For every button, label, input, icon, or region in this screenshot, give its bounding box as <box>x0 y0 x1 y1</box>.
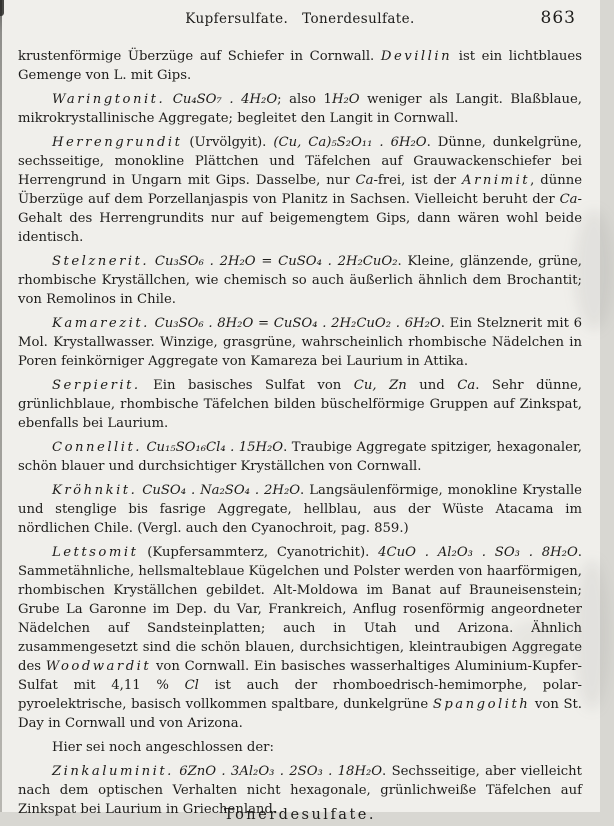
paper-smudge <box>510 620 570 660</box>
mineral-name: Spangolith <box>432 697 531 712</box>
chemical-formula: Ca <box>457 378 476 393</box>
paragraph-connellit <box>18 438 582 476</box>
chemical-formula: 4CuO . Al₂O₃ . SO₃ . 8H₂O <box>378 545 578 560</box>
mineral-name: Stelznerit. <box>52 254 150 269</box>
chemical-formula: Cu₃SO₆ . 8H₂O = CuSO₄ . 2H₂CuO₂ . 6H₂O <box>154 316 441 331</box>
paper-smudge <box>574 210 614 330</box>
chemical-formula: H₂O <box>331 92 360 107</box>
mineral-name: Serpierit. <box>52 378 141 393</box>
text-run: krustenförmige Überzüge auf Schiefer in Cornwall. <box>18 49 381 64</box>
text-run: . Kleine, glänzende, grüne, rhombische Kryställchen, wie chemisch so auch äußerlich ähnlich dem Brochantit; von Remolinos in Chile. <box>18 254 582 307</box>
mineral-name: Waringtonit. <box>52 92 166 107</box>
next-section-heading: Tonerdesulfate. <box>224 807 376 823</box>
text-run: . Dünne, dunkelgrüne, sechsseitige, monokline Plättchen und Täfelchen auf Grauwackenschiefer bei Herrengrund in Ungarn mit Gips. Dasselbe, nur <box>18 135 582 188</box>
chemical-formula: Cl <box>184 678 199 693</box>
mineral-name: Connellit. <box>52 440 142 455</box>
mineral-name: Herrengrundit <box>52 135 183 150</box>
text-run: , dünne Überzüge auf dem Porzellanjaspis von Planitz in Sachsen. Vielleicht beruht der <box>18 173 582 207</box>
chemical-formula: Cu₁₅SO₁₆Cl₄ . 15H₂O <box>146 440 284 455</box>
paragraph-herrengrundit <box>18 133 582 247</box>
page-body <box>0 37 600 819</box>
text-run: . Langsäulenförmige, monokline Krystalle und stenglige bis fasrige Aggregate, hellblau, aus der Wüste Atacama im nördlichen Chile. (Vergl. auch den Cyanochroit, pag. 859.) <box>18 483 582 536</box>
mineral-name: Lettsomit <box>52 545 139 560</box>
page-number: 863 <box>540 8 576 28</box>
paragraph-lettsomit <box>18 543 582 733</box>
text-run: Ein basisches Sulfat von <box>140 378 354 393</box>
paragraph-anschluss <box>18 738 582 757</box>
chemical-formula: 6ZnO . 3Al₂O₃ . 2SO₃ . 18H₂O <box>179 764 383 779</box>
chemical-formula: CuSO₄ . Na₂SO₄ . 2H₂O <box>142 483 301 498</box>
text-run: (Kupfersammterz, Cyanotrichit). <box>138 545 379 560</box>
paragraph-stelznerit <box>18 252 582 309</box>
text-run: . Sechsseitige, aber vielleicht nach dem optischen Verhalten nicht hexagonale, grünlichweiße Täfelchen auf Zinkspat bei Laurium in Griechenland. <box>18 764 582 817</box>
chemical-formula: Cu₃SO₆ . 2H₂O = CuSO₄ . 2H₂CuO₂ <box>154 254 398 269</box>
text-run: ist ein lichtblaues Gemenge von L. mit Gips. <box>18 49 582 83</box>
text-run: -frei, ist der <box>373 173 463 188</box>
paragraph-serpierit <box>18 376 582 433</box>
mineral-name: Kröhnkit. <box>52 483 138 498</box>
chemical-formula: Cu, Zn <box>353 378 407 393</box>
text-run: ; also 1 <box>277 92 332 107</box>
text-run: von Cornwall. Ein basisches wasserhaltiges Aluminium-Kupfer-Sulfat mit 4,11 % <box>18 659 582 693</box>
running-head-right: Tonerdesulfate. <box>302 11 415 27</box>
chemical-formula: Ca <box>355 173 374 188</box>
running-head-left: Kupfersulfate. <box>185 11 289 27</box>
mineral-name: Devillin <box>380 49 453 64</box>
text-run <box>165 92 173 107</box>
bottom-heading-clip <box>0 804 600 823</box>
mineral-name: Arnimit <box>462 173 531 188</box>
running-head <box>0 0 600 37</box>
text-run: . Traubige Aggregate spitziger, hexagonaler, schön blauer und durchsichtiger Kryställchen von Cornwall. <box>18 440 582 474</box>
chemical-formula: (Cu, Ca)₅S₂O₁₁ . 6H₂O <box>273 135 427 150</box>
paragraph-waringtonit <box>18 90 582 128</box>
chemical-formula: Ca <box>559 192 578 207</box>
paper-smudge <box>574 560 610 710</box>
mineral-name: Zinkaluminit. <box>52 764 174 779</box>
text-run: . Ein Stelznerit mit 6 Mol. Krystallwasser. Winzige, grasgrüne, wahrscheinlich rhombische Nädelchen in Poren feinkörniger Aggregate von Kamareza bei Laurium in Attika. <box>18 316 582 369</box>
mineral-name: Woodwardit <box>45 659 152 674</box>
paragraph-kroehnkit <box>18 481 582 538</box>
text-run: Hier sei noch angeschlossen der: <box>52 740 274 755</box>
chemical-formula: Cu₄SO₇ . 4H₂O <box>172 92 278 107</box>
text-run: und <box>406 378 458 393</box>
mineral-name: Kamarezit. <box>52 316 150 331</box>
paragraph-kamarezit <box>18 314 582 371</box>
paragraph-devillin <box>18 47 582 85</box>
text-run: (Urvölgyit). <box>182 135 274 150</box>
scan-edge-strip <box>0 0 2 812</box>
running-head-titles <box>0 11 600 27</box>
text-run: . Sammetähnliche, hellsmalteblaue Kügelchen und Polster werden von haarförmigen, rhombischen Kryställchen gebildet. Alt-Moldowa im Banat auf Brauneisenstein; Grube La Garonne im Dep. du Var, Frankreich, Anflug rosenförmig angeordneter Nädelchen auf Sandsteinplatten; auch in Utah und Arizona. Ähnlich zusammengesetzt sind die schön blauen, durchsichtigen, kleintraubigen Aggregate des <box>18 545 582 674</box>
text-run: . Sehr dünne, grünlichblaue, rhombische Täfelchen bilden büschelförmige Gruppen auf Zinkspat, ebenfalls bei Laurium. <box>18 378 582 431</box>
text-run: von St. Day in Cornwall und von Arizona. <box>18 697 582 731</box>
text-run: ist auch der rhomboedrisch-hemimorphe, polar-pyroelektrische, basisch vollkommen spaltbare, dunkelgrüne <box>18 678 582 712</box>
text-run: -Gehalt des Herrengrundits nur auf beigemengtem Gips, dann wären wohl beide identisch. <box>18 192 582 245</box>
text-run: weniger als Langit. Blaßblaue, mikrokrystallinische Aggregate; begleitet den Langit in Cornwall. <box>18 92 582 126</box>
